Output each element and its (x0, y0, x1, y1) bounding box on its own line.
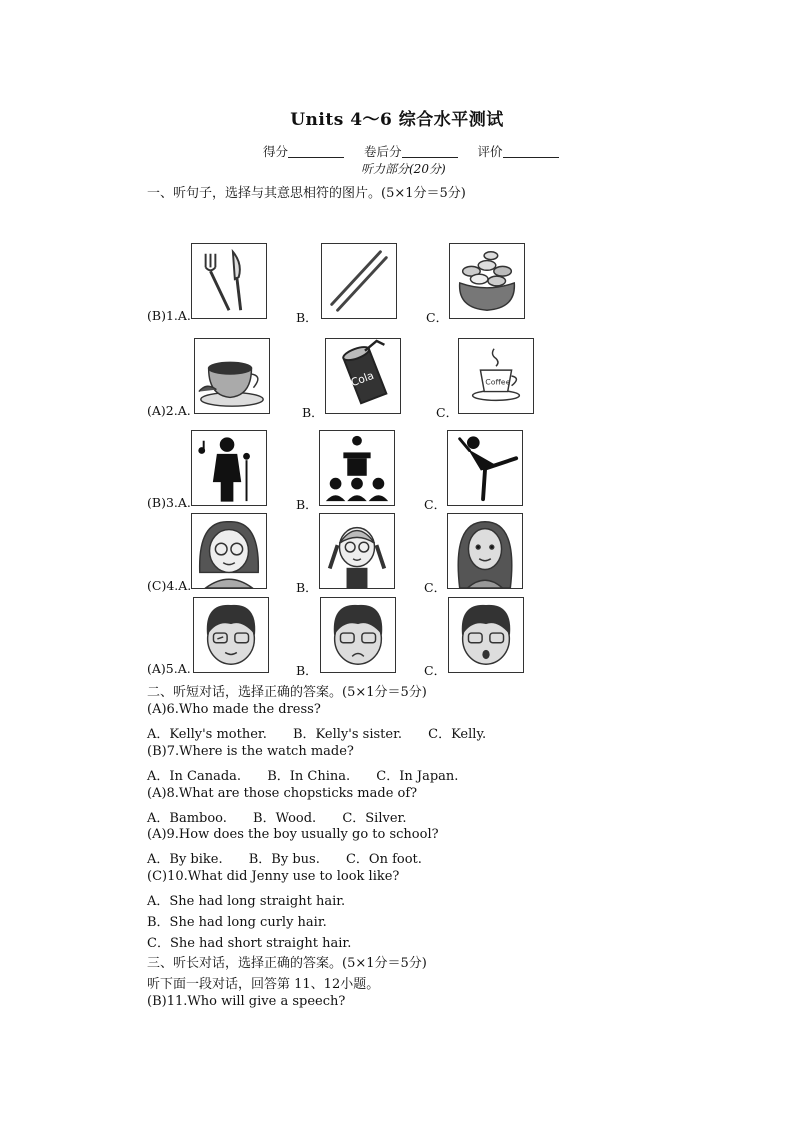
q8-option-a[interactable]: A．Bamboo. (147, 811, 227, 826)
score-label: 得分 (263, 144, 289, 159)
q3-b-label: B． (296, 497, 318, 512)
boy-wink-icon[interactable] (193, 597, 269, 673)
q6-question: (A)6.Who made the dress? (147, 702, 321, 717)
coffee-text: Coffee (485, 377, 511, 387)
q7-option-a[interactable]: A．In Canada. (147, 769, 242, 784)
q4-label: (C)4.A. (147, 578, 192, 593)
evaluation-blank[interactable] (503, 145, 559, 158)
tea-cup-icon[interactable] (194, 338, 270, 414)
coffee-cup-icon[interactable] (458, 338, 534, 414)
q10-option-c[interactable]: C．She had short straight hair. (147, 936, 352, 951)
q9-option-a[interactable]: A．By bike. (147, 852, 223, 867)
q6-options (147, 723, 486, 742)
q7-options (147, 765, 458, 784)
after-score-blank[interactable] (402, 145, 458, 158)
section1-heading: 一、听句子，选择与其意思相符的图片。(5×1分＝5分) (147, 186, 466, 201)
woman-long-hair-icon[interactable] (447, 513, 523, 589)
after-score-label: 卷后分 (364, 144, 402, 159)
q7-option-b[interactable]: B．In China. (267, 769, 351, 784)
boy-sad-icon[interactable] (320, 597, 396, 673)
evaluation-label: 评价 (477, 144, 503, 159)
q5-b-label: B． (296, 663, 318, 678)
q8-option-b[interactable]: B．Wood. (253, 811, 317, 826)
fork-knife-icon[interactable] (191, 243, 267, 319)
q10-question: (C)10.What did Jenny use to look like? (147, 869, 400, 884)
section3-heading: 三、听长对话，选择正确的答案。(5×1分＝5分) (147, 956, 427, 971)
girl-pigtails-icon[interactable] (319, 513, 395, 589)
cola-text: Cola (349, 368, 376, 390)
q6-option-a[interactable]: A．Kelly's mother. (147, 727, 267, 742)
q1-b-label: B． (296, 310, 318, 325)
q5-label: (A)5.A. (147, 661, 191, 676)
q1-c-label: C． (426, 310, 449, 325)
q6-option-b[interactable]: B．Kelly's sister. (293, 727, 402, 742)
dancer-icon[interactable] (447, 430, 523, 506)
chopsticks-icon[interactable] (321, 243, 397, 319)
q2-label: (A)2.A. (147, 403, 191, 418)
q3-c-label: C． (424, 497, 447, 512)
page-title: Units 4～6 综合水平测试 (290, 110, 504, 130)
q4-c-label: C． (424, 580, 447, 595)
q9-option-c[interactable]: C．On foot. (345, 852, 422, 867)
singer-icon[interactable] (191, 430, 267, 506)
q4-b-label: B． (296, 580, 318, 595)
q10-option-a[interactable]: A．She had long straight hair. (147, 894, 346, 909)
q9-options (147, 848, 422, 867)
q9-question: (A)9.How does the boy usually go to school? (147, 827, 439, 842)
q8-question: (A)8.What are those chopsticks made of? (147, 786, 418, 801)
section3-intro: 听下面一段对话，回答第 11、12小题。 (147, 977, 380, 992)
q1-label: (B)1.A. (147, 308, 191, 323)
q3-label: (B)3.A. (147, 495, 191, 510)
q2-c-label: C． (436, 405, 459, 420)
q7-option-c[interactable]: C．In Japan. (376, 769, 459, 784)
speech-icon[interactable] (319, 430, 395, 506)
score-fields (263, 142, 575, 160)
listening-header: 听力部分(20分) (361, 162, 446, 176)
girl-glasses-icon[interactable] (191, 513, 267, 589)
q5-c-label: C． (424, 663, 447, 678)
q9-option-b[interactable]: B．By bus. (248, 852, 320, 867)
score-blank[interactable] (288, 145, 344, 158)
q8-option-c[interactable]: C．Silver. (342, 811, 407, 826)
coin-bag-icon[interactable] (449, 243, 525, 319)
q11-question: (B)11.Who will give a speech? (147, 994, 346, 1009)
cola-can-icon[interactable] (325, 338, 401, 414)
q2-b-label: B． (302, 405, 324, 420)
q10-option-b[interactable]: B．She had long curly hair. (147, 915, 327, 930)
q6-option-c[interactable]: C．Kelly. (428, 727, 487, 742)
boy-surprised-icon[interactable] (448, 597, 524, 673)
q7-question: (B)7.Where is the watch made? (147, 744, 354, 759)
q8-options (147, 807, 406, 826)
section2-heading: 二、听短对话，选择正确的答案。(5×1分＝5分) (147, 685, 427, 700)
